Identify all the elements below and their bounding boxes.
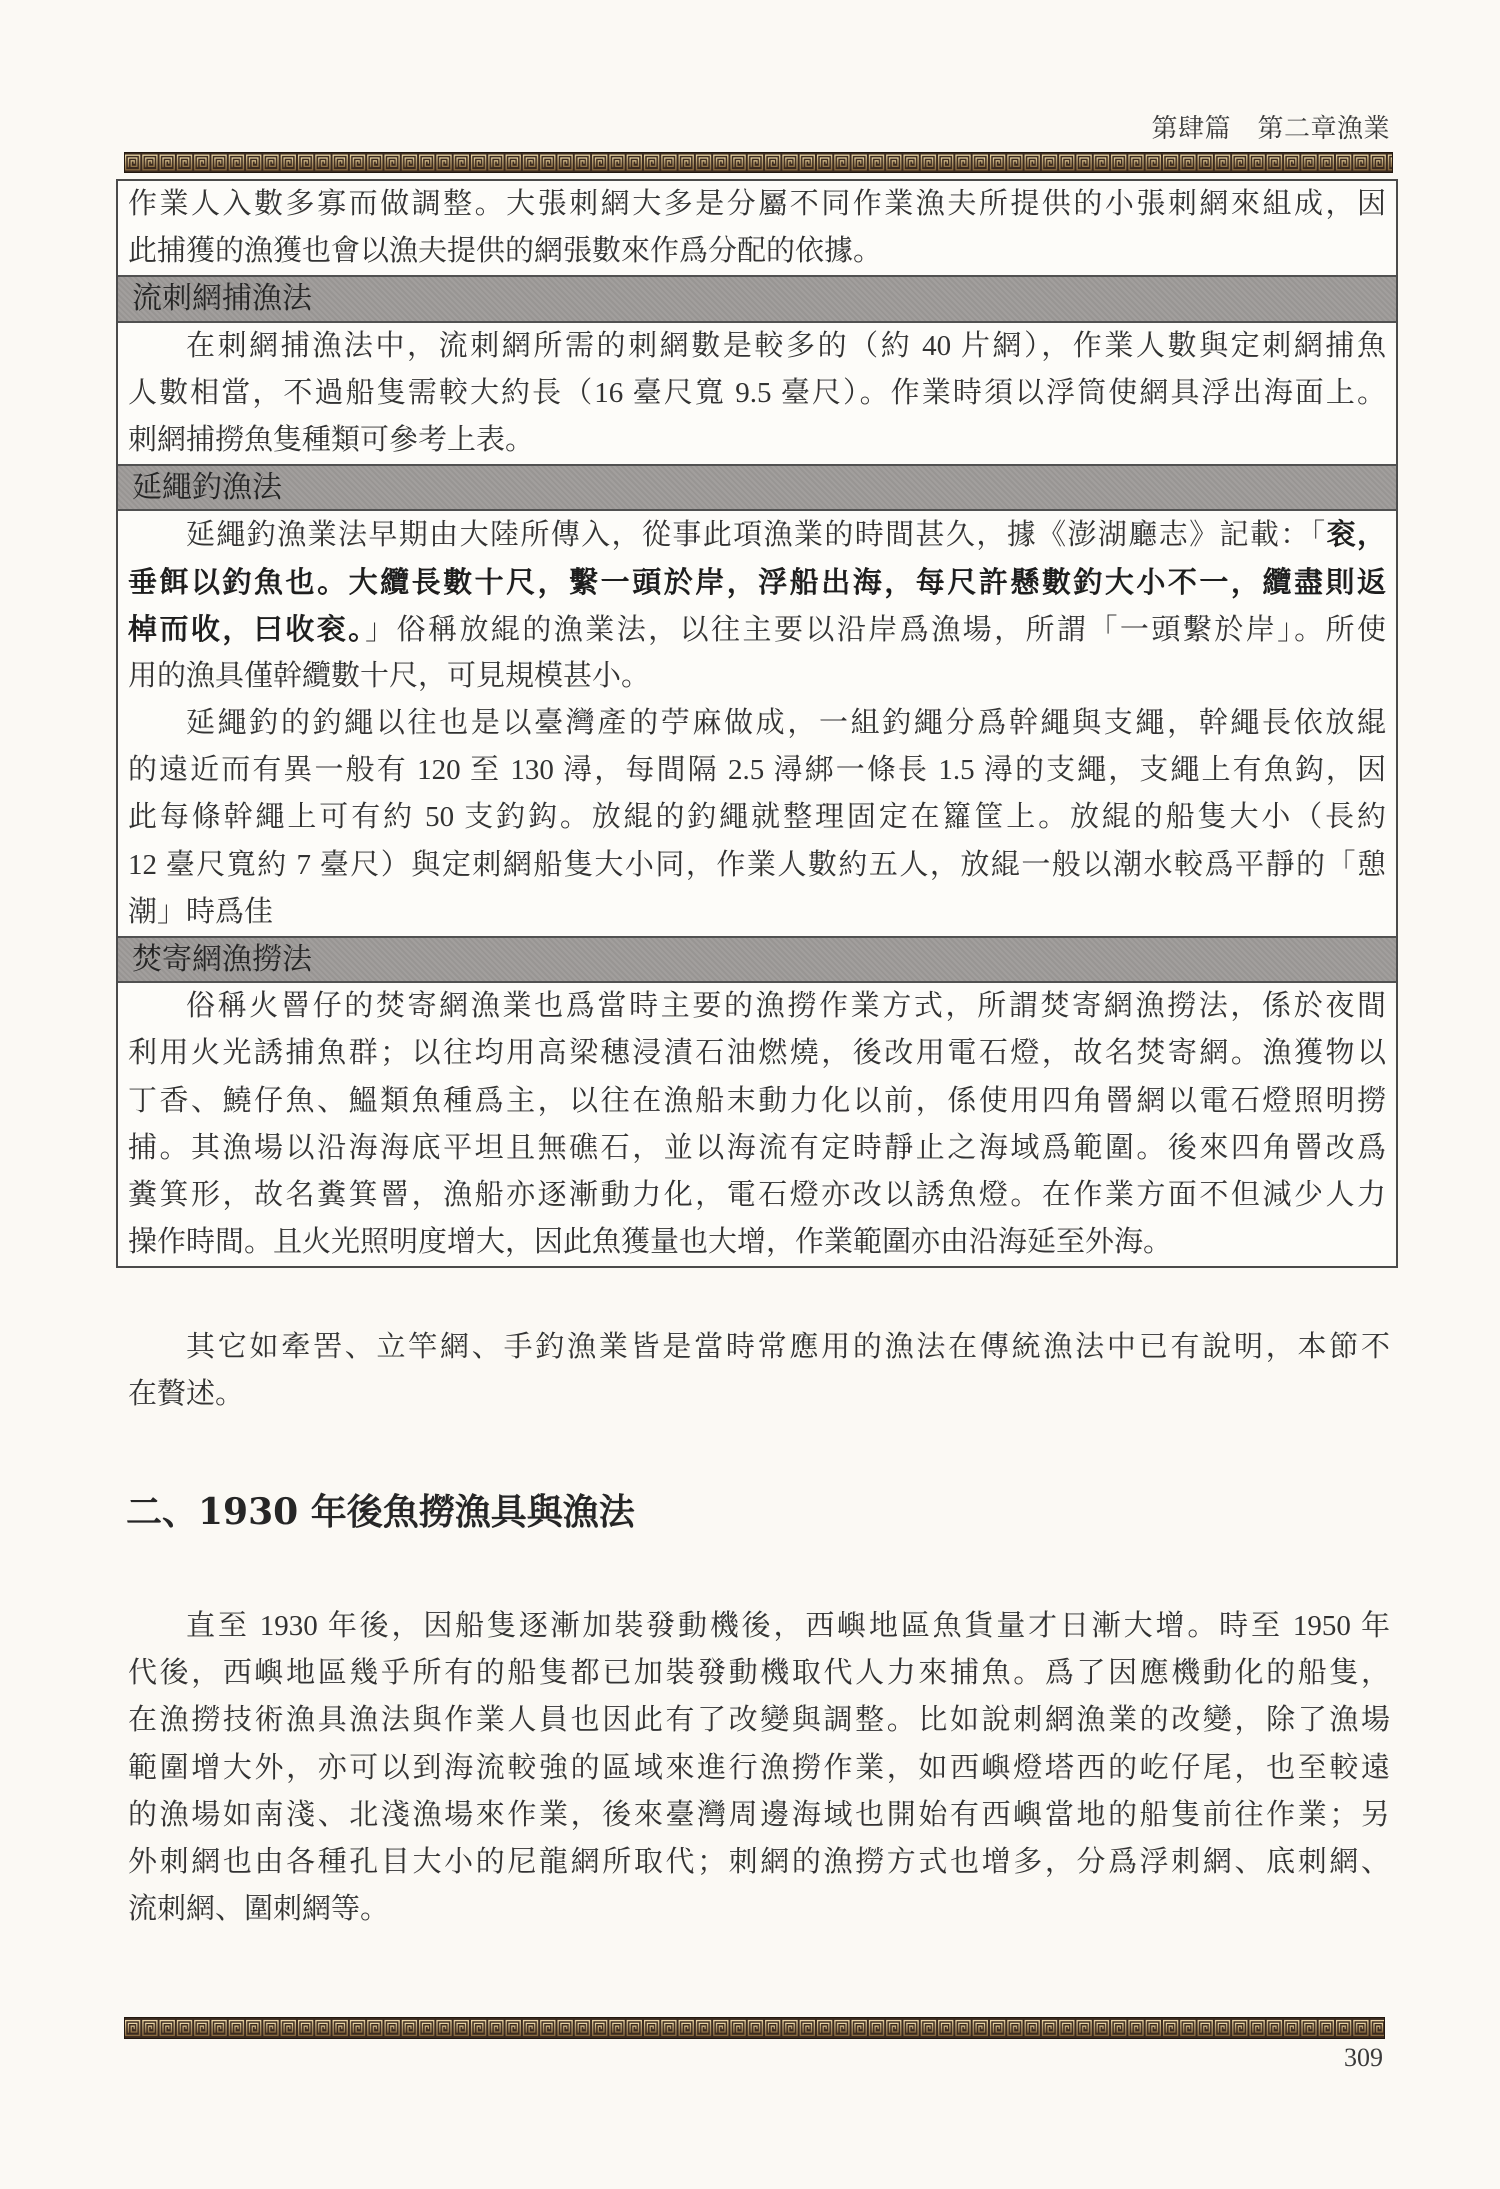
subsection-header	[118, 275, 1396, 322]
subsection-header	[118, 464, 1396, 511]
text-line: 在刺網捕漁法中，流刺網所需的刺網數是較多的（約 40 片網），作業人數與定刺網捕魚	[186, 329, 1386, 362]
text-segment: 」俗稱放緄的漁業法，以往主要以沿岸爲漁場，所謂「一頭繫於岸」。所使	[365, 613, 1386, 646]
text-line: 操作時間。且火光照明度增大，因此魚獲量也大增，作業範圍亦由沿海延至外海。	[128, 1226, 1173, 1259]
text-line: 外刺網也由各種孔目大小的尼龍網所取代；刺網的漁撈方式也增多，分爲浮刺網、底刺網、	[128, 1845, 1390, 1878]
text-line: 在漁撈技術漁具漁法與作業人員也因此有了改變與調整。比如說刺網漁業的改變，除了漁場	[128, 1704, 1390, 1737]
subsection-title: 流刺網捕漁法	[132, 282, 312, 316]
text-line: 的漁場如南淺、北淺漁場來作業，後來臺灣周邊海域也開始有西嶼當地的船隻前往作業；另	[128, 1798, 1390, 1831]
text-line: 糞箕形，故名糞箕罾，漁船亦逐漸動力化，電石燈亦改以誘魚燈。在作業方面不但減少人力	[128, 1178, 1386, 1211]
subsection-header	[118, 936, 1396, 983]
border-key-pattern	[124, 2017, 1385, 2039]
section-heading: 二、1930 年後魚撈漁具與漁法	[126, 1491, 635, 1533]
section-paragraph	[118, 1603, 1400, 1933]
quoted-text: 棹而收，曰收衮。	[128, 611, 366, 646]
text-segment: 用的漁具僅幹纜數十尺，可見規模甚小。	[128, 659, 651, 692]
quoted-text: 衮，	[1326, 517, 1386, 552]
text-line: 流刺網、圍刺網等。	[128, 1893, 390, 1926]
text-line: 12 臺尺寬約 7 臺尺）與定刺網船隻大小同，作業人數約五人，放緄一般以潮水較爲平靜的「憩	[128, 848, 1386, 881]
text-line: 延繩釣的釣繩以往也是以臺灣產的苧麻做成，一組釣繩分爲幹繩與支繩，幹繩長依放緄	[186, 707, 1386, 740]
text-line: 丁香、鱙仔魚、鰮類魚種爲主，以往在漁船末動力化以前，係使用四角罾網以電石燈照明撈	[128, 1084, 1386, 1117]
text-line: 代後，西嶼地區幾乎所有的船隻都已加裝發動機取代人力來捕魚。爲了因應機動化的船隻，	[128, 1657, 1390, 1690]
text-line: 的遠近而有異一般有 120 至 130 潯，每間隔 2.5 潯綁一條長 1.5 潯的支繩，支繩上有魚鈎，因	[128, 754, 1386, 787]
page-number: 309	[1344, 2043, 1383, 2072]
text-line: 利用火光誘捕魚群；以往均用高梁穗浸漬石油燃燒，後改用電石燈，故名焚寄網。漁獲物以	[128, 1037, 1386, 1070]
subsection-title: 焚寄網漁撈法	[132, 943, 312, 976]
text-line	[118, 606, 1396, 653]
text-segment: 延繩釣漁業法早期由大陸所傳入，從事此項漁業的時間甚久，據《澎湖廳志》記載：「	[186, 519, 1327, 552]
text-line: 人數相當，不過船隻需較大約長（16 臺尺寬 9.5 臺尺）。作業時須以浮筒使網具浮出海面上。	[128, 376, 1386, 409]
methods-box	[116, 179, 1398, 1268]
text-line: 潮」時爲佳	[128, 895, 274, 928]
text-line: 直至 1930 年後，因船隻逐漸加裝發動機後，西嶼地區魚貨量才日漸大增。時至 1950 年	[186, 1610, 1390, 1642]
text-line: 俗稱火罾仔的焚寄網漁業也爲當時主要的漁撈作業方式，所謂焚寄網漁撈法，係於夜間	[186, 990, 1386, 1023]
text-line: 在贅述。	[128, 1378, 245, 1411]
subsection-title: 延繩釣漁法	[132, 471, 282, 505]
text-line: 捕。其漁場以沿海海底平坦且無礁石，並以海流有定時靜止之海域爲範圍。後來四角罾改爲	[128, 1131, 1386, 1164]
text-line	[118, 511, 1396, 558]
running-header: 第肆篇 第二章漁業	[1151, 113, 1390, 143]
meander-border-bottom	[124, 2017, 1385, 2039]
text-line: 刺網捕撈魚隻種類可參考上表。	[128, 423, 535, 456]
text-line: 此捕獲的漁獲也會以漁夫提供的網張數來作爲分配的依據。	[128, 235, 883, 268]
text-line: 此每條幹繩上可有約 50 支釣鈎。放緄的釣繩就整理固定在籮筐上。放緄的船隻大小（長約	[128, 801, 1386, 834]
text-line: 其它如牽罟、立竿網、手釣漁業皆是當時常應用的漁法在傳統漁法中已有說明，本節不	[186, 1331, 1390, 1363]
text-line: 範圍增大外，亦可以到海流較強的區域來進行漁撈作業，如西嶼燈塔西的屹仔尾，也至較遠	[128, 1751, 1390, 1784]
quoted-text: 垂餌以釣魚也。大纜長數十尺，繫一頭於岸，浮船出海，每尺許懸數釣大小不一，纜盡則返	[128, 564, 1386, 599]
border-key-pattern	[124, 152, 1393, 173]
meander-border-top	[124, 152, 1393, 173]
text-line	[118, 559, 1396, 606]
text-line	[118, 653, 1396, 700]
text-line: 作業人入數多寡而做調整。大張刺網大多是分屬不同作業漁夫所提供的小張刺網來組成，因	[128, 188, 1386, 220]
closing-paragraph	[118, 1324, 1400, 1418]
